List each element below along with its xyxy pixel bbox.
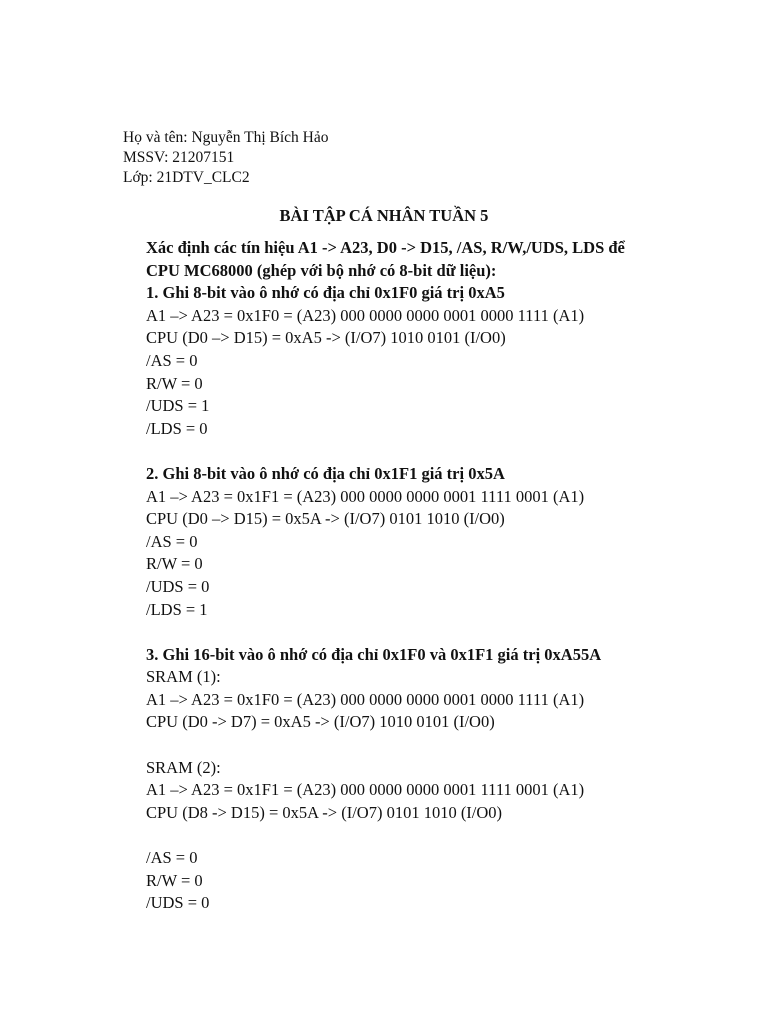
task3-as: /AS = 0 [146,848,198,868]
task3-rw: R/W = 0 [146,870,203,890]
task2-uds: /UDS = 0 [146,576,210,596]
task2-as: /AS = 0 [146,531,198,551]
task3-sram1-label: SRAM (1): [146,667,221,687]
spacer [146,621,746,644]
task2-data: CPU (D0 –> D15) = 0x5A -> (I/O7) 0101 1010 (I/O0) [146,509,505,529]
student-info [123,128,328,188]
task1-uds: /UDS = 1 [146,396,210,416]
task1-data: CPU (D0 –> D15) = 0xA5 -> (I/O7) 1010 0101 (I/O0) [146,328,506,348]
spacer [146,824,746,847]
task3-heading: 3. Ghi 16-bit vào ô nhớ có địa chỉ 0x1F0 và 0x1F1 giá trị 0xA55A [146,644,602,664]
task1-as: /AS = 0 [146,350,198,370]
task1-lds: /LDS = 0 [146,418,208,438]
student-class: Lớp: 21DTV_CLC2 [123,169,250,186]
task1-rw: R/W = 0 [146,373,203,393]
student-name: Họ và tên: Nguyễn Thị Bích Hảo [123,129,329,146]
task2-heading: 2. Ghi 8-bit vào ô nhớ có địa chỉ 0x1F1 giá trị 0x5A [146,463,505,483]
task3-sram2-label: SRAM (2): [146,757,221,777]
task3-sram2-data: CPU (D8 -> D15) = 0x5A -> (I/O7) 0101 1010 (I/O0) [146,802,503,822]
student-id: MSSV: 21207151 [123,149,235,166]
task3-sram1-data: CPU (D0 -> D7) = 0xA5 -> (I/O7) 1010 0101 (I/O0) [146,712,495,732]
task1-heading: 1. Ghi 8-bit vào ô nhớ có địa chỉ 0x1F0 giá trị 0xA5 [146,283,505,303]
task1-address: A1 –> A23 = 0x1F0 = (A23) 000 0000 0000 0001 0000 1111 (A1) [146,305,585,325]
spacer [146,734,746,757]
intro-line-1: Xác định các tín hiệu A1 -> A23, D0 -> D15, /AS, R/W,/UDS, LDS để [146,238,625,257]
task3-sram1-address: A1 –> A23 = 0x1F0 = (A23) 000 0000 0000 0001 0000 1111 (A1) [146,689,585,709]
task2-lds: /LDS = 1 [146,599,208,619]
task2-address: A1 –> A23 = 0x1F1 = (A23) 000 0000 0000 0001 1111 0001 (A1) [146,486,585,506]
task2-rw: R/W = 0 [146,554,203,574]
task3-sram2-address: A1 –> A23 = 0x1F1 = (A23) 000 0000 0000 0001 1111 0001 (A1) [146,780,585,800]
task3-uds: /UDS = 0 [146,893,210,913]
intro-line-2: CPU MC68000 (ghép với bộ nhớ có 8-bit dữ liệu): [146,260,497,280]
document-body [146,237,746,915]
document-title: BÀI TẬP CÁ NHÂN TUẦN 5 [279,206,489,225]
spacer [146,440,746,463]
